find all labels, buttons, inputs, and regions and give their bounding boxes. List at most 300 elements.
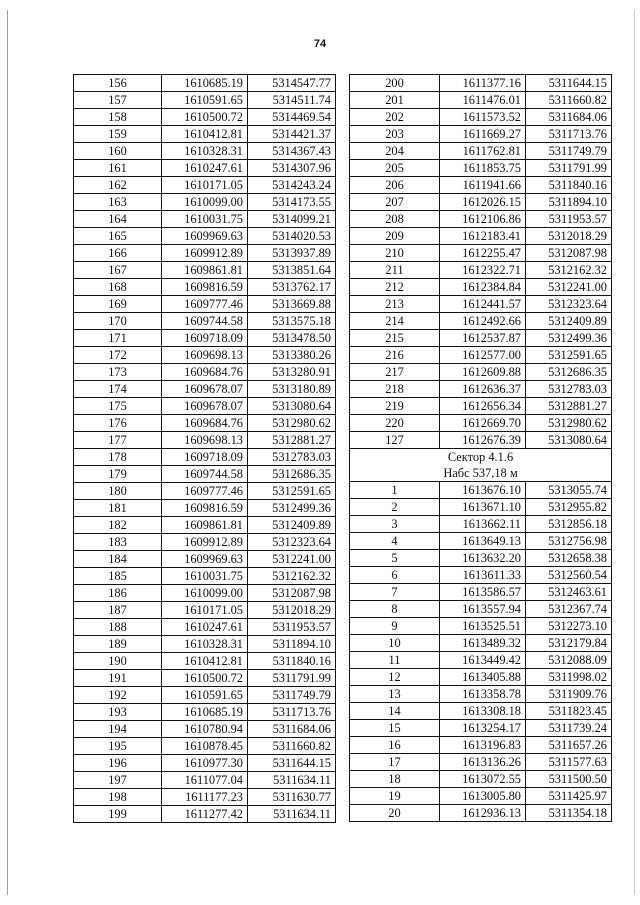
point-number: 187	[74, 602, 162, 619]
y-coordinate: 5311713.76	[248, 704, 336, 721]
x-coordinate: 1609684.76	[162, 415, 248, 432]
y-coordinate: 5314173.55	[248, 194, 336, 211]
table-row	[350, 788, 612, 805]
x-coordinate: 1610171.05	[162, 177, 248, 194]
point-number: 194	[74, 721, 162, 738]
table-row	[74, 738, 336, 755]
point-number: 186	[74, 585, 162, 602]
y-coordinate: 5312323.64	[248, 534, 336, 551]
x-coordinate: 1613196.83	[440, 737, 526, 754]
x-coordinate: 1613525.51	[440, 618, 526, 635]
x-coordinate: 1612537.87	[440, 330, 526, 347]
x-coordinate: 1612669.70	[440, 415, 526, 432]
x-coordinate: 1611669.27	[440, 126, 526, 143]
table-row	[350, 737, 612, 754]
y-coordinate: 5311953.57	[526, 211, 612, 228]
x-coordinate: 1612636.37	[440, 381, 526, 398]
point-number: 182	[74, 517, 162, 534]
point-number: 16	[350, 737, 440, 754]
table-row	[74, 177, 336, 194]
x-coordinate: 1610099.00	[162, 194, 248, 211]
x-coordinate: 1609969.63	[162, 228, 248, 245]
point-number: 7	[350, 584, 440, 601]
table-row	[74, 619, 336, 636]
point-number: 169	[74, 296, 162, 313]
y-coordinate: 5312463.61	[526, 584, 612, 601]
y-coordinate: 5313080.64	[248, 398, 336, 415]
x-coordinate: 1613611.33	[440, 567, 526, 584]
table-row	[350, 75, 612, 92]
point-number: 5	[350, 550, 440, 567]
x-coordinate: 1609698.13	[162, 432, 248, 449]
table-row	[350, 228, 612, 245]
table-row	[350, 567, 612, 584]
y-coordinate: 5312955.82	[526, 499, 612, 516]
y-coordinate: 5314421.37	[248, 126, 336, 143]
x-coordinate: 1610685.19	[162, 704, 248, 721]
table-row	[74, 143, 336, 160]
y-coordinate: 5312087.98	[526, 245, 612, 262]
table-row	[74, 313, 336, 330]
point-number: 180	[74, 483, 162, 500]
point-number: 197	[74, 772, 162, 789]
y-coordinate: 5311749.79	[248, 687, 336, 704]
y-coordinate: 5312881.27	[526, 398, 612, 415]
y-coordinate: 5312409.89	[526, 313, 612, 330]
y-coordinate: 5311425.97	[526, 788, 612, 805]
y-coordinate: 5313055.74	[526, 482, 612, 499]
point-number: 127	[350, 432, 440, 449]
coordinates-table-right-body	[350, 75, 612, 822]
point-number: 19	[350, 788, 440, 805]
x-coordinate: 1613072.55	[440, 771, 526, 788]
x-coordinate: 1609678.07	[162, 381, 248, 398]
table-row	[74, 75, 336, 92]
y-coordinate: 5314367.43	[248, 143, 336, 160]
table-row	[350, 109, 612, 126]
y-coordinate: 5312162.32	[526, 262, 612, 279]
y-coordinate: 5312658.38	[526, 550, 612, 567]
x-coordinate: 1611077.04	[162, 772, 248, 789]
y-coordinate: 5311634.11	[248, 806, 336, 823]
point-number: 201	[350, 92, 440, 109]
y-coordinate: 5312980.62	[526, 415, 612, 432]
table-row	[74, 160, 336, 177]
table-row	[74, 279, 336, 296]
y-coordinate: 5314307.96	[248, 160, 336, 177]
table-row	[74, 126, 336, 143]
y-coordinate: 5314469.54	[248, 109, 336, 126]
table-row	[350, 313, 612, 330]
table-row	[350, 703, 612, 720]
y-coordinate: 5312088.09	[526, 652, 612, 669]
point-number: 193	[74, 704, 162, 721]
y-coordinate: 5312783.03	[248, 449, 336, 466]
y-coordinate: 5311354.18	[526, 805, 612, 822]
point-number: 15	[350, 720, 440, 737]
x-coordinate: 1613136.26	[440, 754, 526, 771]
y-coordinate: 5311644.15	[526, 75, 612, 92]
table-row	[74, 466, 336, 483]
table-row	[350, 652, 612, 669]
table-row	[74, 687, 336, 704]
y-coordinate: 5312980.62	[248, 415, 336, 432]
x-coordinate: 1610412.81	[162, 126, 248, 143]
point-number: 163	[74, 194, 162, 211]
table-row	[74, 636, 336, 653]
x-coordinate: 1610500.72	[162, 109, 248, 126]
point-number: 156	[74, 75, 162, 92]
x-coordinate: 1609698.13	[162, 347, 248, 364]
point-number: 173	[74, 364, 162, 381]
y-coordinate: 5313080.64	[526, 432, 612, 449]
y-coordinate: 5312756.98	[526, 533, 612, 550]
point-number: 191	[74, 670, 162, 687]
table-row	[74, 330, 336, 347]
point-number: 166	[74, 245, 162, 262]
point-number: 220	[350, 415, 440, 432]
point-number: 212	[350, 279, 440, 296]
point-number: 219	[350, 398, 440, 415]
point-number: 202	[350, 109, 440, 126]
point-number: 211	[350, 262, 440, 279]
x-coordinate: 1612936.13	[440, 805, 526, 822]
point-number: 161	[74, 160, 162, 177]
table-row	[350, 194, 612, 211]
y-coordinate: 5312499.36	[526, 330, 612, 347]
table-row	[350, 160, 612, 177]
table-row	[74, 398, 336, 415]
table-row	[74, 772, 336, 789]
x-coordinate: 1611476.01	[440, 92, 526, 109]
x-coordinate: 1610780.94	[162, 721, 248, 738]
x-coordinate: 1613405.88	[440, 669, 526, 686]
coordinates-table-left-body	[74, 75, 336, 823]
x-coordinate: 1613254.17	[440, 720, 526, 737]
x-coordinate: 1612609.88	[440, 364, 526, 381]
x-coordinate: 1610328.31	[162, 636, 248, 653]
point-number: 167	[74, 262, 162, 279]
x-coordinate: 1612322.71	[440, 262, 526, 279]
y-coordinate: 5312686.35	[248, 466, 336, 483]
coordinates-table-left	[73, 74, 336, 823]
table-row	[350, 398, 612, 415]
point-number: 204	[350, 143, 440, 160]
point-number: 200	[350, 75, 440, 92]
table-row	[350, 618, 612, 635]
table-row	[74, 517, 336, 534]
table-row	[350, 364, 612, 381]
table-row	[74, 347, 336, 364]
x-coordinate: 1612577.00	[440, 347, 526, 364]
table-row	[350, 296, 612, 313]
y-coordinate: 5312560.54	[526, 567, 612, 584]
point-number: 11	[350, 652, 440, 669]
point-number: 196	[74, 755, 162, 772]
table-row	[350, 533, 612, 550]
section-subheader-row	[350, 465, 612, 482]
point-number: 17	[350, 754, 440, 771]
y-coordinate: 5313762.17	[248, 279, 336, 296]
point-number: 14	[350, 703, 440, 720]
y-coordinate: 5313478.50	[248, 330, 336, 347]
point-number: 206	[350, 177, 440, 194]
point-number: 209	[350, 228, 440, 245]
table-row	[74, 602, 336, 619]
x-coordinate: 1610685.19	[162, 75, 248, 92]
x-coordinate: 1611941.66	[440, 177, 526, 194]
y-coordinate: 5313937.89	[248, 245, 336, 262]
x-coordinate: 1610412.81	[162, 653, 248, 670]
y-coordinate: 5311791.99	[526, 160, 612, 177]
x-coordinate: 1610171.05	[162, 602, 248, 619]
table-row	[74, 653, 336, 670]
y-coordinate: 5313280.91	[248, 364, 336, 381]
point-number: 177	[74, 432, 162, 449]
y-coordinate: 5311713.76	[526, 126, 612, 143]
y-coordinate: 5312018.29	[526, 228, 612, 245]
x-coordinate: 1612026.15	[440, 194, 526, 211]
point-number: 183	[74, 534, 162, 551]
y-coordinate: 5312367.74	[526, 601, 612, 618]
y-coordinate: 5312018.29	[248, 602, 336, 619]
table-row	[350, 211, 612, 228]
y-coordinate: 5312273.10	[526, 618, 612, 635]
section-subtitle: Набс 537,18 м	[350, 465, 612, 482]
table-row	[350, 516, 612, 533]
x-coordinate: 1613649.13	[440, 533, 526, 550]
y-coordinate: 5311684.06	[526, 109, 612, 126]
table-row	[350, 601, 612, 618]
x-coordinate: 1609718.09	[162, 449, 248, 466]
x-coordinate: 1609744.58	[162, 466, 248, 483]
point-number: 176	[74, 415, 162, 432]
coordinates-table-right	[349, 74, 612, 822]
x-coordinate: 1609678.07	[162, 398, 248, 415]
y-coordinate: 5312881.27	[248, 432, 336, 449]
table-row	[74, 789, 336, 806]
point-number: 168	[74, 279, 162, 296]
x-coordinate: 1609912.89	[162, 534, 248, 551]
table-row	[350, 279, 612, 296]
point-number: 13	[350, 686, 440, 703]
point-number: 214	[350, 313, 440, 330]
x-coordinate: 1612492.66	[440, 313, 526, 330]
table-row	[74, 228, 336, 245]
table-row	[74, 568, 336, 585]
x-coordinate: 1610031.75	[162, 211, 248, 228]
x-coordinate: 1610247.61	[162, 160, 248, 177]
y-coordinate: 5311739.24	[526, 720, 612, 737]
x-coordinate: 1612183.41	[440, 228, 526, 245]
x-coordinate: 1609861.81	[162, 262, 248, 279]
point-number: 2	[350, 499, 440, 516]
table-row	[350, 550, 612, 567]
x-coordinate: 1613358.78	[440, 686, 526, 703]
y-coordinate: 5312179.84	[526, 635, 612, 652]
point-number: 218	[350, 381, 440, 398]
point-number: 159	[74, 126, 162, 143]
point-number: 8	[350, 601, 440, 618]
x-coordinate: 1610591.65	[162, 687, 248, 704]
table-row	[74, 109, 336, 126]
table-row	[350, 262, 612, 279]
table-row	[74, 806, 336, 823]
x-coordinate: 1610328.31	[162, 143, 248, 160]
point-number: 192	[74, 687, 162, 704]
y-coordinate: 5312591.65	[526, 347, 612, 364]
point-number: 175	[74, 398, 162, 415]
x-coordinate: 1613308.18	[440, 703, 526, 720]
y-coordinate: 5313180.89	[248, 381, 336, 398]
x-coordinate: 1613671.10	[440, 499, 526, 516]
section-header-row	[350, 449, 612, 466]
point-number: 184	[74, 551, 162, 568]
y-coordinate: 5312087.98	[248, 585, 336, 602]
y-coordinate: 5311500.50	[526, 771, 612, 788]
y-coordinate: 5311657.26	[526, 737, 612, 754]
table-row	[74, 585, 336, 602]
x-coordinate: 1610591.65	[162, 92, 248, 109]
point-number: 181	[74, 500, 162, 517]
point-number: 6	[350, 567, 440, 584]
x-coordinate: 1610031.75	[162, 568, 248, 585]
table-row	[350, 92, 612, 109]
y-coordinate: 5312409.89	[248, 517, 336, 534]
y-coordinate: 5314547.77	[248, 75, 336, 92]
point-number: 199	[74, 806, 162, 823]
table-row	[350, 143, 612, 160]
point-number: 208	[350, 211, 440, 228]
table-row	[74, 449, 336, 466]
point-number: 190	[74, 653, 162, 670]
y-coordinate: 5314020.53	[248, 228, 336, 245]
x-coordinate: 1609912.89	[162, 245, 248, 262]
y-coordinate: 5312499.36	[248, 500, 336, 517]
table-row	[74, 670, 336, 687]
point-number: 178	[74, 449, 162, 466]
y-coordinate: 5313380.26	[248, 347, 336, 364]
point-number: 213	[350, 296, 440, 313]
point-number: 164	[74, 211, 162, 228]
y-coordinate: 5311998.02	[526, 669, 612, 686]
y-coordinate: 5312241.00	[526, 279, 612, 296]
x-coordinate: 1611853.75	[440, 160, 526, 177]
table-row	[74, 245, 336, 262]
y-coordinate: 5311894.10	[248, 636, 336, 653]
y-coordinate: 5311660.82	[526, 92, 612, 109]
x-coordinate: 1610977.30	[162, 755, 248, 772]
y-coordinate: 5312241.00	[248, 551, 336, 568]
x-coordinate: 1613632.20	[440, 550, 526, 567]
point-number: 195	[74, 738, 162, 755]
point-number: 198	[74, 789, 162, 806]
y-coordinate: 5314099.21	[248, 211, 336, 228]
x-coordinate: 1612106.86	[440, 211, 526, 228]
table-row	[74, 500, 336, 517]
y-coordinate: 5311644.15	[248, 755, 336, 772]
x-coordinate: 1609777.46	[162, 296, 248, 313]
x-coordinate: 1613586.57	[440, 584, 526, 601]
y-coordinate: 5311630.77	[248, 789, 336, 806]
point-number: 160	[74, 143, 162, 160]
x-coordinate: 1610500.72	[162, 670, 248, 687]
table-row	[350, 805, 612, 822]
point-number: 205	[350, 160, 440, 177]
y-coordinate: 5312323.64	[526, 296, 612, 313]
table-row	[350, 482, 612, 499]
table-row	[74, 704, 336, 721]
y-coordinate: 5311909.76	[526, 686, 612, 703]
table-row	[74, 755, 336, 772]
y-coordinate: 5312162.32	[248, 568, 336, 585]
table-row	[350, 432, 612, 449]
y-coordinate: 5311577.63	[526, 754, 612, 771]
table-row	[350, 635, 612, 652]
x-coordinate: 1613662.11	[440, 516, 526, 533]
x-coordinate: 1612676.39	[440, 432, 526, 449]
point-number: 174	[74, 381, 162, 398]
x-coordinate: 1609718.09	[162, 330, 248, 347]
table-row	[350, 415, 612, 432]
y-coordinate: 5311749.79	[526, 143, 612, 160]
table-row	[350, 584, 612, 601]
point-number: 172	[74, 347, 162, 364]
point-number: 189	[74, 636, 162, 653]
point-number: 20	[350, 805, 440, 822]
point-number: 10	[350, 635, 440, 652]
y-coordinate: 5311840.16	[248, 653, 336, 670]
table-row	[350, 381, 612, 398]
x-coordinate: 1611177.23	[162, 789, 248, 806]
table-row	[74, 551, 336, 568]
point-number: 203	[350, 126, 440, 143]
point-number: 165	[74, 228, 162, 245]
x-coordinate: 1609816.59	[162, 279, 248, 296]
section-title: Сектор 4.1.6	[350, 449, 612, 466]
x-coordinate: 1611277.42	[162, 806, 248, 823]
table-row	[74, 262, 336, 279]
table-row	[74, 296, 336, 313]
point-number: 18	[350, 771, 440, 788]
table-row	[74, 364, 336, 381]
y-coordinate: 5313669.88	[248, 296, 336, 313]
x-coordinate: 1611377.16	[440, 75, 526, 92]
table-row	[350, 177, 612, 194]
table-row	[74, 211, 336, 228]
y-coordinate: 5312591.65	[248, 483, 336, 500]
x-coordinate: 1609816.59	[162, 500, 248, 517]
x-coordinate: 1612656.34	[440, 398, 526, 415]
x-coordinate: 1610099.00	[162, 585, 248, 602]
table-row	[74, 534, 336, 551]
table-row	[350, 126, 612, 143]
page-number: 74	[313, 38, 327, 50]
x-coordinate: 1609777.46	[162, 483, 248, 500]
x-coordinate: 1610247.61	[162, 619, 248, 636]
point-number: 3	[350, 516, 440, 533]
point-number: 170	[74, 313, 162, 330]
x-coordinate: 1612255.47	[440, 245, 526, 262]
point-number: 210	[350, 245, 440, 262]
point-number: 12	[350, 669, 440, 686]
x-coordinate: 1609744.58	[162, 313, 248, 330]
x-coordinate: 1612441.57	[440, 296, 526, 313]
x-coordinate: 1611573.52	[440, 109, 526, 126]
table-row	[350, 499, 612, 516]
table-row	[350, 245, 612, 262]
point-number: 171	[74, 330, 162, 347]
